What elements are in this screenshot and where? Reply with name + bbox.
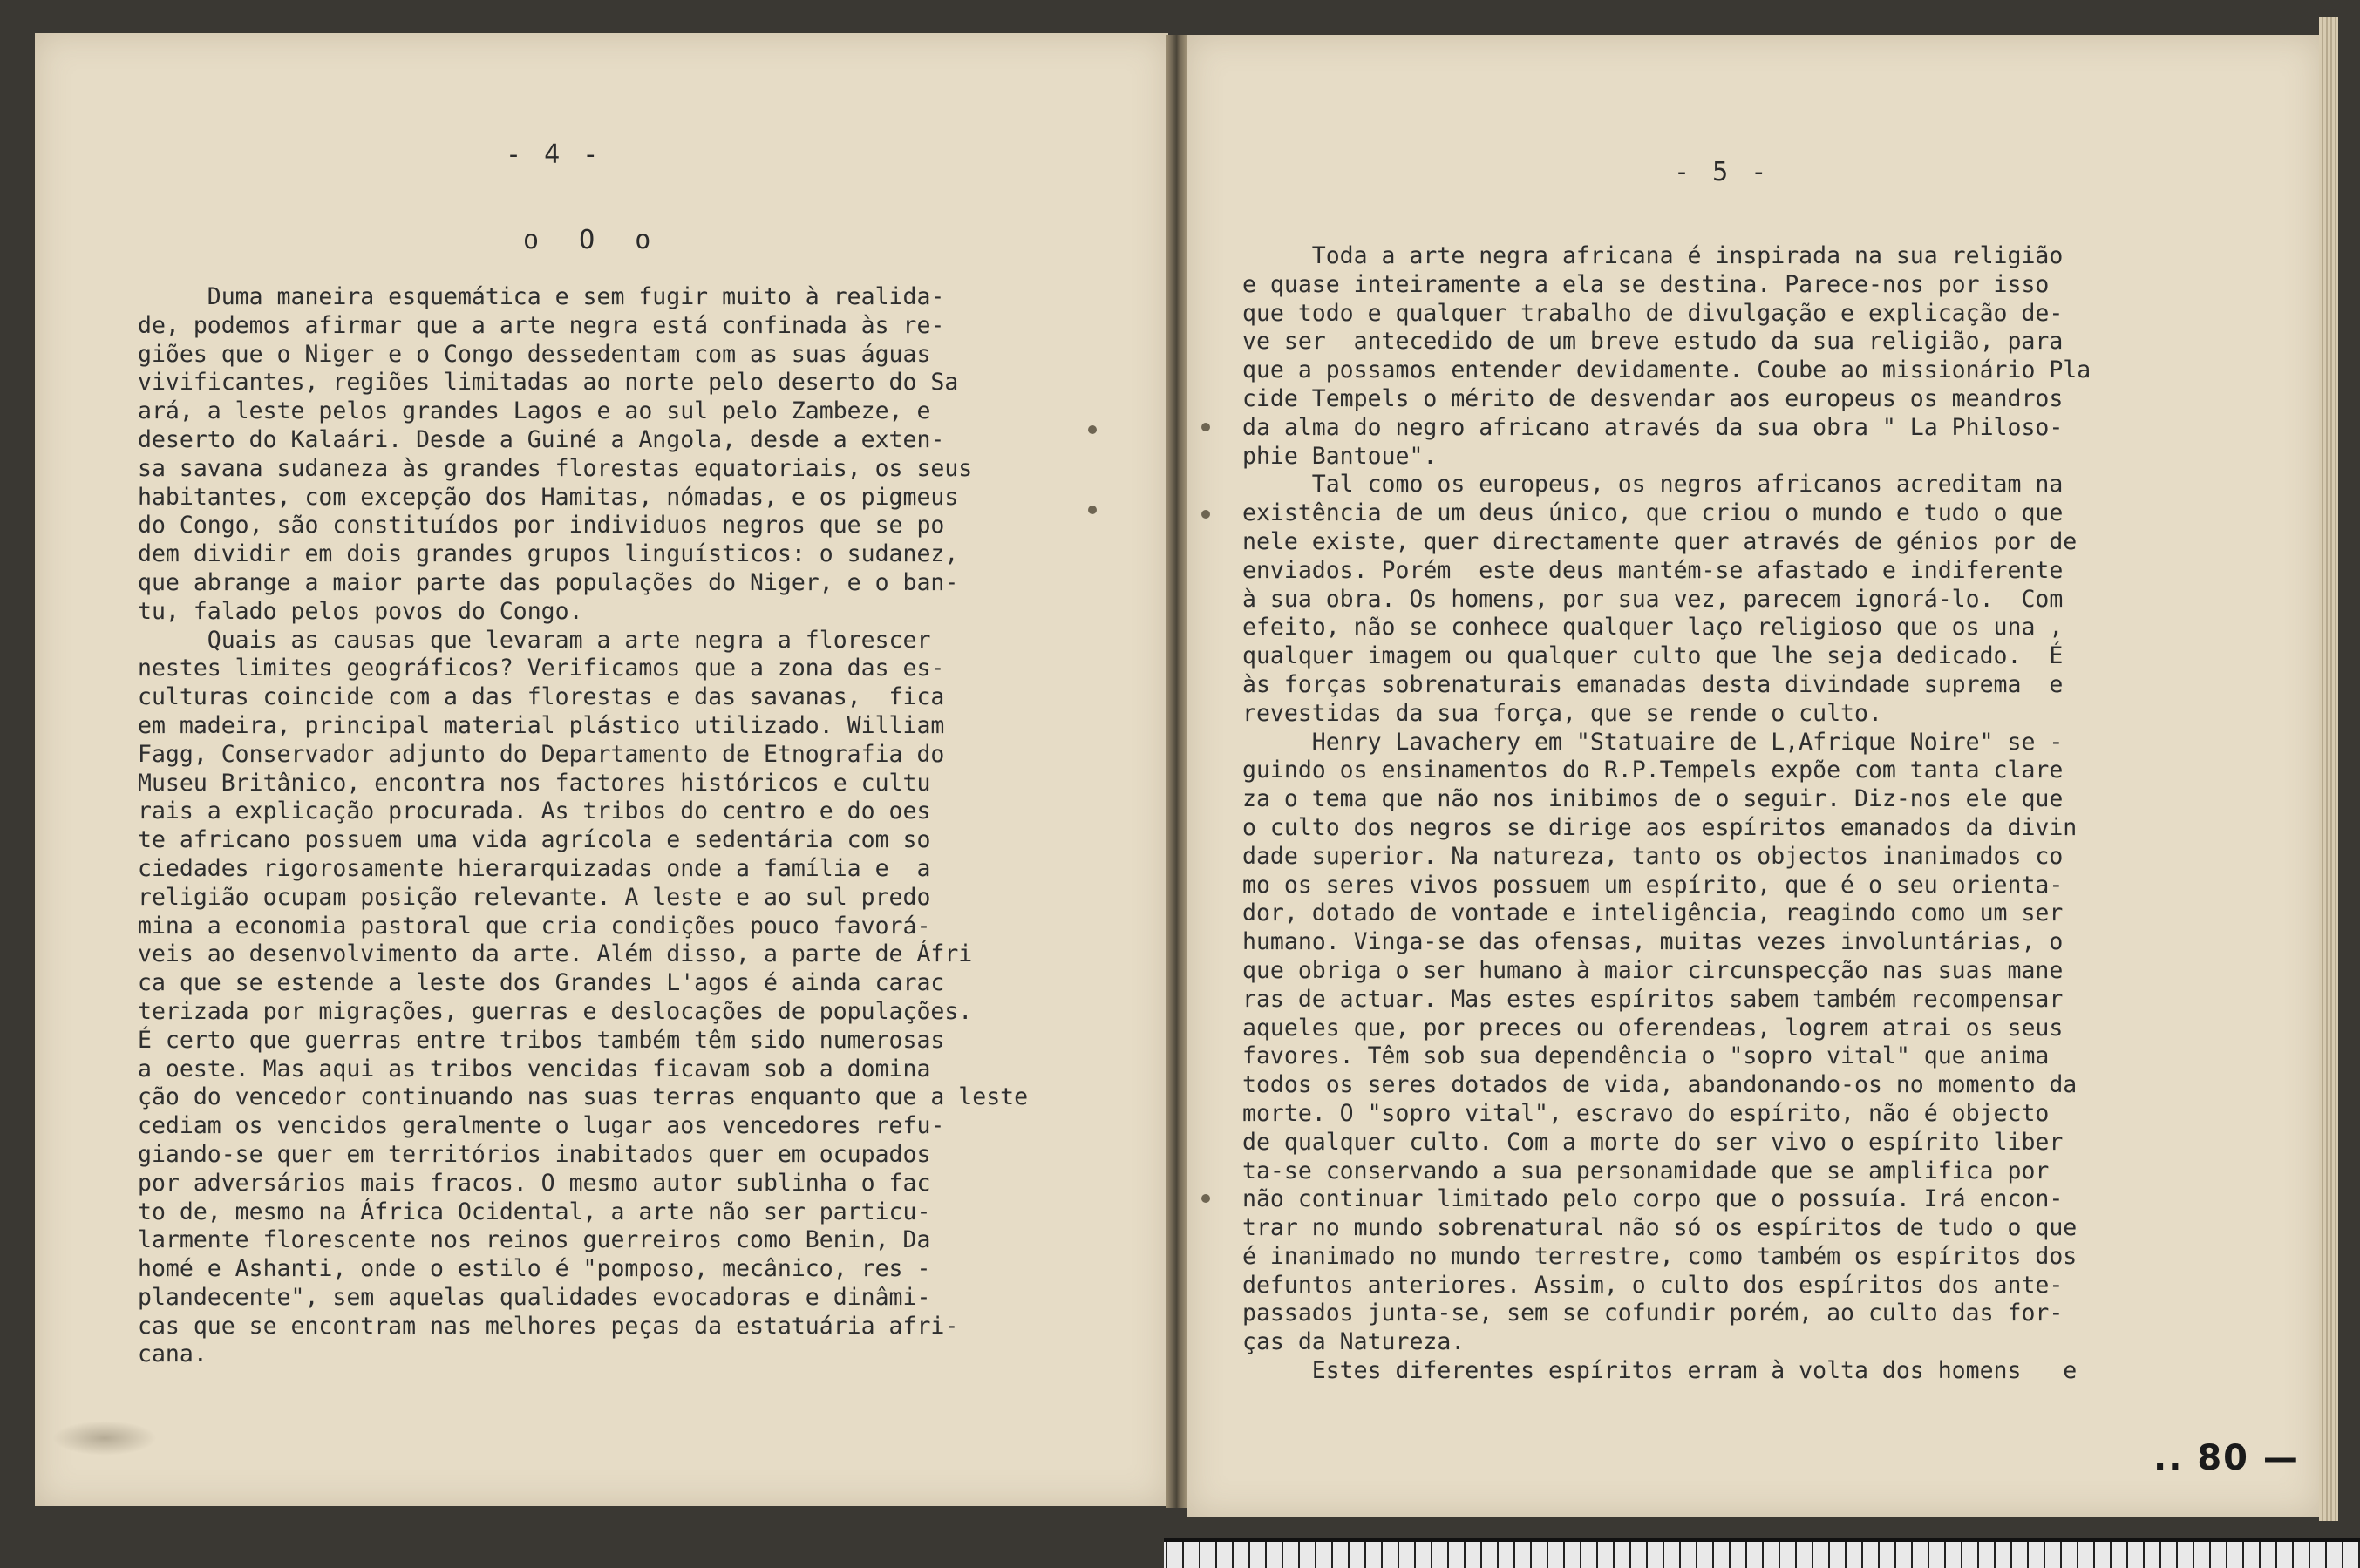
text-line: cas que se encontram nas melhores peças da estatuária afri- [138,1312,959,1340]
text-line: te africano possuem uma vida agrícola e sedentária com so [138,826,931,854]
text-line: mo os seres vivos possuem um espírito, que é o seu orienta- [1242,871,2064,899]
punch-hole [1201,510,1210,519]
text-line: passados junta-se, sem se cofundir porém, ao culto das for- [1242,1300,2064,1327]
punch-hole [1201,423,1210,431]
text-line: de qualquer culto. Com a morte do ser vivo o espírito liber [1242,1128,2064,1156]
text-line: e quase inteiramente a ela se destina. Parece-nos por isso [1242,270,2050,298]
text-line: Fagg, Conservador adjunto do Departamento de Etnografia do [138,740,945,768]
text-line: ve ser antecedido de um breve estudo da sua religião, para [1242,328,2064,356]
text-line: não continuar limitado pelo corpo que o possuía. Irá encon- [1242,1185,2064,1213]
left-page-number: - 4 - [506,139,602,170]
text-line: enviados. Porém este deus mantém-se afastado e indiferente [1242,556,2064,584]
text-line: guindo os ensinamentos do R.P.Tempels expõe com tanta clare [1242,757,2064,784]
text-line: habitantes, com excepção dos Hamitas, nómadas, e os pigmeus [138,483,959,511]
text-line: plandecente", sem aquelas qualidades evocadoras e dinâmi- [138,1283,931,1311]
text-line: favores. Têm sob sua dependência o "sopro vital" que anima [1242,1042,2050,1070]
text-line: to de, mesmo na África Ocidental, a arte não ser particu- [138,1198,931,1225]
text-line: Tal como os europeus, os negros africanos acreditam na [1242,471,2064,499]
text-line: phie Bantoue". [1242,442,1438,470]
text-line: larmente florescente nos reinos guerreiros como Benin, Da [138,1226,931,1254]
text-line: humano. Vinga-se das ofensas, muitas vezes involuntárias, o [1242,928,2064,956]
text-line: ará, a leste pelos grandes Lagos e ao sul pelo Zambeze, e [138,397,931,425]
text-line: por adversários mais fracos. O mesmo autor sublinha o fac [138,1169,931,1197]
text-line: deserto do Kalaári. Desde a Guiné a Angola, desde a exten- [138,425,945,453]
text-line: dade superior. Na natureza, tanto os objectos inanimados co [1242,842,2064,870]
text-line: za o tema que não nos inibimos de o seguir. Diz-nos ele que [1242,785,2064,813]
text-line: religião ocupam posição relevante. A leste e ao sul predo [138,883,931,911]
text-line: que obriga o ser humano à maior circunspecção nas suas mane [1242,956,2064,984]
text-line: nestes limites geográficos? Verificamos que a zona das es- [138,655,945,682]
text-line: homé e Ashanti, onde o estilo é "pomposo, mecânico, res - [138,1255,931,1283]
text-line: cide Tempels o mérito de desvendar aos europeus os meandros [1242,384,2064,412]
text-line: é inanimado no mundo terrestre, como também os espíritos dos [1242,1242,2078,1270]
text-line: Henry Lavachery em "Statuaire de L,Afrique Noire" se - [1242,728,2064,756]
text-line: qualquer imagem ou qualquer culto que lhe seja dedicado. É [1242,642,2064,670]
text-line: revestidas da sua força, que se rende o culto. [1242,699,1882,727]
text-line: à sua obra. Os homens, por sua vez, parecem ignorá-lo. Com [1242,585,2064,613]
text-line: Estes diferentes espíritos erram à volta dos homens e [1242,1357,2078,1385]
text-line: aqueles que, por preces ou oferendeas, logrem atrai os seus [1242,1014,2064,1042]
text-line: dor, dotado de vontade e inteligência, reagindo como um ser [1242,899,2064,927]
text-line: que a possamos entender devidamente. Coube ao missionário Pla [1242,356,2091,384]
text-line: do Congo, são constituídos por individuos negros que se po [138,512,945,540]
right-page-body [1242,242,2091,1386]
text-line: efeito, não se conhece qualquer laço religioso que os una , [1242,614,2064,641]
text-line: ta-se conservando a sua personamidade que se amplifica por [1242,1157,2050,1184]
text-line: às forças sobrenaturais emanadas desta divindade suprema e [1242,670,2064,698]
page-stack-edge [2319,17,2338,1521]
text-line: cediam os vencidos geralmente o lugar aos vencedores refu- [138,1112,945,1140]
book-gutter [1166,35,1189,1508]
text-line: todos os seres dotados de vida, abandonando-os no momento da [1242,1071,2078,1099]
text-line: mina a economia pastoral que cria condições pouco favorá- [138,912,931,940]
text-line: o culto dos negros se dirige aos espíritos emanados da divin [1242,813,2078,841]
text-line: que abrange a maior parte das populações do Niger, e o ban- [138,568,959,596]
text-line: Toda a arte negra africana é inspirada na sua religião [1242,242,2064,269]
section-ornament: o O o [523,225,663,255]
pencil-annotation: .. 80 — [2153,1438,2300,1478]
right-page-number: - 5 - [1674,157,1771,187]
punch-hole [1201,1194,1210,1203]
text-line: de, podemos afirmar que a arte negra está confinada às re- [138,311,945,339]
text-line: que todo e qualquer trabalho de divulgação e explicação de- [1242,299,2064,327]
text-line: giões que o Niger e o Congo dessedentam com as suas águas [138,340,931,368]
text-line: culturas coincide com a das florestas e das savanas, fica [138,683,945,711]
measuring-ruler [1164,1538,2360,1568]
text-line: terizada por migrações, guerras e deslocações de populações. [138,997,973,1025]
text-line: sa savana sudaneza às grandes florestas equatoriais, os seus [138,454,973,482]
text-line: ras de actuar. Mas estes espíritos sabem também recompensar [1242,985,2064,1013]
text-line: Duma maneira esquemática e sem fugir muito à realida- [138,283,945,310]
text-line: em madeira, principal material plástico utilizado. William [138,711,945,739]
text-line: Quais as causas que levaram a arte negra a florescer [138,626,931,654]
text-line: rais a explicação procurada. As tribos do centro e do oes [138,798,931,825]
text-line: da alma do negro africano através da sua obra " La Philoso- [1242,413,2064,441]
text-line: ção do vencedor continuando nas suas terras enquanto que a leste [138,1083,1029,1111]
left-page-body [138,283,1028,1369]
punch-hole [1088,506,1097,514]
text-line: ças da Natureza. [1242,1328,1466,1356]
text-line: ciedades rigorosamente hierarquizadas onde a família e a [138,854,931,882]
text-line: ca que se estende a leste dos Grandes L'agos é ainda carac [138,969,945,997]
text-line: dem dividir em dois grandes grupos linguísticos: o sudanez, [138,540,959,568]
punch-hole [1088,425,1097,434]
text-line: tu, falado pelos povos do Congo. [138,597,583,625]
text-line: nele existe, quer directamente quer através de génios por de [1242,527,2078,555]
text-line: defuntos anteriores. Assim, o culto dos espíritos dos ante- [1242,1271,2064,1299]
text-line: Museu Britânico, encontra nos factores históricos e cultu [138,769,931,797]
text-line: morte. O "sopro vital", escravo do espírito, não é objecto [1242,1099,2050,1127]
text-line: vivificantes, regiões limitadas ao norte pelo deserto do Sa [138,369,959,397]
text-line: giando-se quer em territórios inabitados quer em ocupados [138,1140,931,1168]
text-line: É certo que guerras entre tribos também têm sido numerosas [138,1026,945,1054]
text-line: a oeste. Mas aqui as tribos vencidas ficavam sob a domina [138,1055,931,1083]
text-line: trar no mundo sobrenatural não só os espíritos de tudo o que [1242,1214,2078,1242]
text-line: cana. [138,1341,207,1368]
text-line: veis ao desenvolvimento da arte. Além disso, a parte de Áfri [138,940,973,968]
ink-smudge [52,1421,157,1456]
text-line: existência de um deus único, que criou o mundo e tudo o que [1242,499,2064,527]
